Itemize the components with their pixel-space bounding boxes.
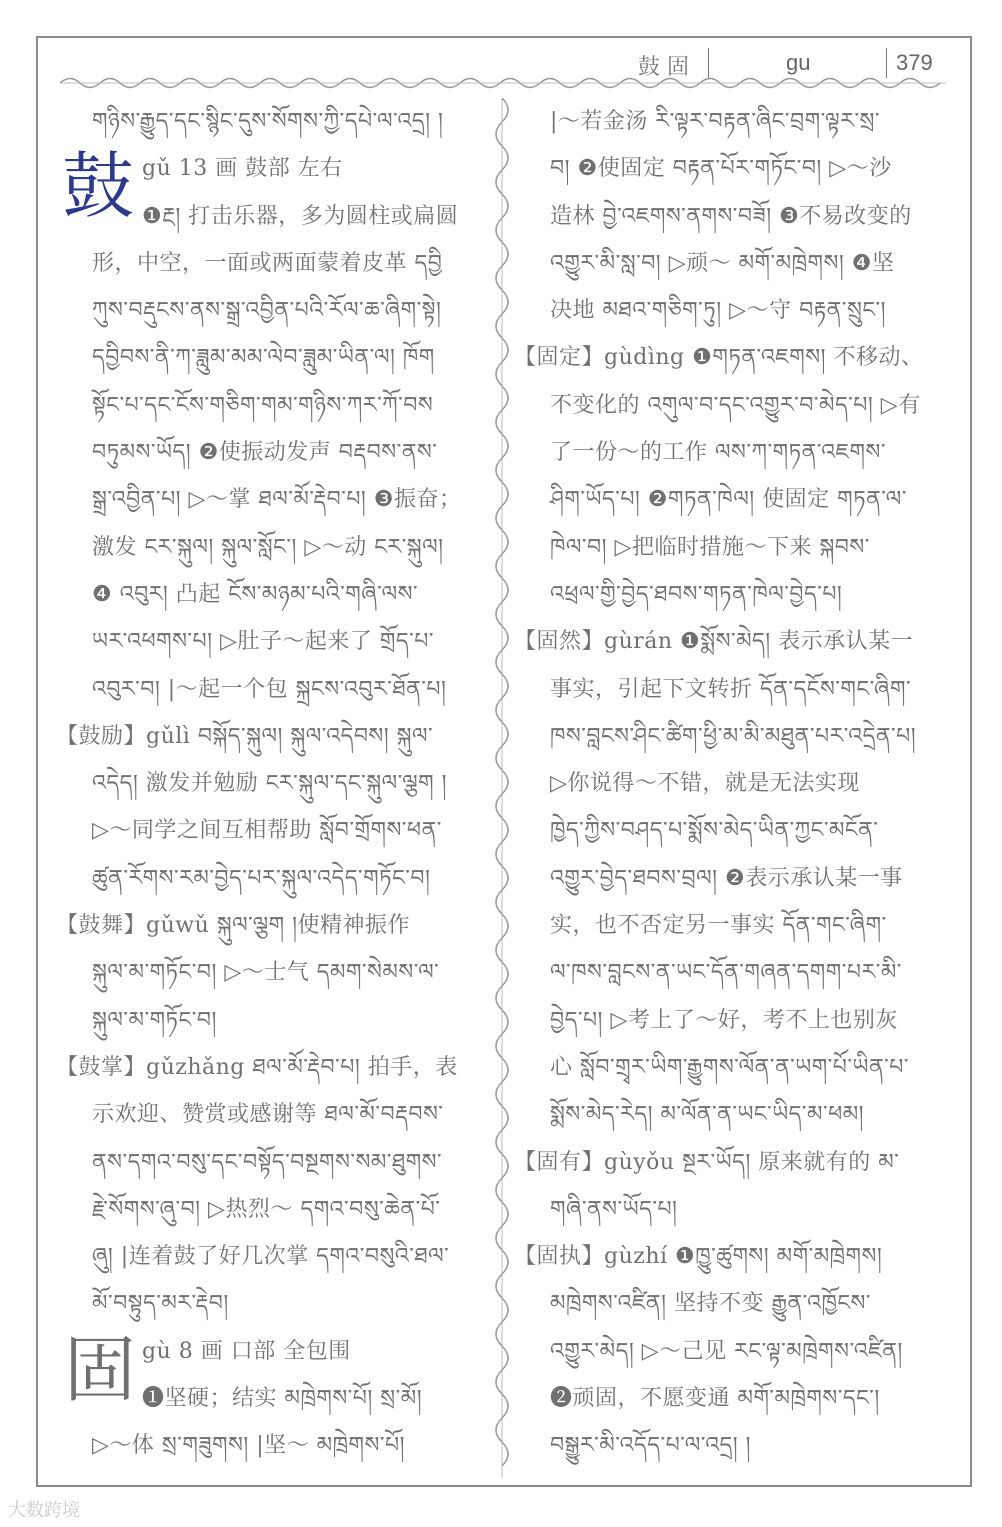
text-line: སྐུལ་མ་གཏོང་བ། — [92, 1007, 217, 1033]
text-line: 事实，引起下文转折 དོན་དངོས་གང་ཞིག་ — [550, 676, 912, 702]
text-line: སྒྲ་འབྱིན་པ། ▷～掌 ཐལ་མོ་རྡེབ་པ། ❸振奋； — [92, 487, 462, 513]
header-page-number: 379 — [896, 50, 933, 75]
text-line: 造林 བྱེ་འཇགས་ནགས་བཟོ། ❸不易改变的 — [550, 203, 912, 229]
text-line: ▷～体 སྲ་གཟུགས། |坚～ མཁྲེགས་པོ། — [92, 1433, 405, 1459]
text-line: གཞི་ནས་ཡོད་པ། — [550, 1196, 678, 1222]
entry-title: 【固有】gùyǒu སྔར་ཡོད། 原来就有的 མ་ — [514, 1149, 900, 1175]
text-line: ནས་དགའ་བསུ་དང་བསྟོད་བསྔགས་སམ་ཐུགས་ — [92, 1149, 443, 1175]
text-line: སྟོང་པ་དང་ངོས་གཅིག་གམ་གཉིས་ཀར་ཀོ་བས — [92, 392, 434, 418]
entry-title: 【固定】gùdìng ❶གཏན་འཇགས། 不移动、 — [514, 345, 924, 371]
text-line: 实，也不否定另一事实 དོན་གང་ཞིག་ — [550, 913, 887, 939]
text-line: འགྱུར་མེད། ▷～己见 རང་ལྟ་མཁྲེགས་འཛིན། — [550, 1338, 903, 1364]
text-line: ❷顽固，不愿变通 མགོ་མཁྲེགས་དང་། — [550, 1386, 880, 1412]
left-column — [56, 98, 486, 1470]
text-line: ཁས་བླངས་ཤིང་ཚིག་ཕྱི་མ་མི་མཐུན་པར་འདྲེན་པ། — [550, 723, 917, 749]
headword-gu3: 鼓 — [62, 144, 135, 228]
headword-info: gù 8 画 口部 全包围 — [142, 1338, 351, 1364]
text-line: ▷你说得～不错，就是无法实现 — [550, 771, 860, 797]
right-column — [514, 98, 944, 1470]
text-line: བ། ❷使固定 བརྟན་པོར་གཏོང་བ། ▷～沙 — [550, 156, 892, 182]
text-line: མོ་བསྟུད་མར་རྡེབ། — [92, 1291, 229, 1317]
text-line: 激发 ངར་སྐུལ། སྐུལ་སློང་། ▷～动 ངར་སྐུལ། — [92, 534, 444, 560]
text-line: 了一份～的工作 ལས་ཀ་གཏན་འཇགས་ — [550, 440, 886, 466]
text-line: འགྱུར་མི་སླ་བ། ▷顽～ མགོ་མཁྲེགས། ❹坚 — [550, 250, 895, 276]
column-divider-ornament — [488, 98, 516, 1478]
text-line: 形，中空，一面或两面蒙着皮革 དབྱི — [92, 250, 443, 276]
text-line: ❶རྔ། 打击乐器，多为圆柱或扁圆 — [142, 203, 459, 229]
text-line: བྱེད་པ། ▷考上了～好，考不上也别灰 — [550, 1007, 898, 1033]
header-pinyin: gu — [786, 50, 811, 75]
text-line: ཁྱེད་ཀྱིས་བཤད་པ་སྨོས་མེད་ཡིན་ཀྱང་མངོན་ — [550, 818, 879, 844]
watermark: 大数跨境 — [8, 1500, 80, 1521]
text-line: ཚུན་རོགས་རམ་བྱེད་པར་སྐུལ་འདེད་གཏོང་བ། — [92, 865, 431, 891]
text-line: འཕྲལ་གྱི་བྱེད་ཐབས་གཏན་ཁེལ་བྱེད་པ། — [550, 581, 843, 607]
text-line: ཡར་འཕགས་པ། ▷肚子～起来了 གྲོད་པ་ — [92, 629, 434, 655]
text-line: འདེད། 激发并勉励 ངར་སྐུལ་དང་སྐུལ་ལྕག ། — [92, 771, 448, 797]
text-line: བཏུམས་ཡོད། ❷使振动发声 བརྡབས་ནས་ — [92, 440, 438, 466]
header-ornament — [60, 74, 946, 92]
entry-title: 【鼓掌】gǔzhǎng ཐལ་མོ་རྡེབ་པ། 拍手，表 — [56, 1054, 458, 1080]
entry-title: 【鼓励】gǔlì བསྐོད་སྐུལ། སྐུལ་འདེབས། སྐུལ་ — [56, 723, 434, 749]
text-line: ❶坚硬；结实 མཁྲེགས་པོ། སྲ་མོ། — [142, 1386, 423, 1412]
text-line: སྨོས་མེད་རེད། མ་ལོན་ན་ཡང་ཡིད་མ་ཕམ། — [550, 1102, 865, 1128]
entry-title: 【固然】gùrán ❶སྨོས་མེད། 表示承认某一 — [514, 629, 914, 655]
text-line: བསྒྱུར་མི་འདོད་པ་ལ་འདྲ། ། — [550, 1433, 752, 1459]
text-line: ཤིག་ཡོད་པ། ❷གཏན་ཁེལ། 使固定 གཏན་ལ་ — [550, 487, 907, 513]
entry-title: 【固执】gùzhí ❶ཁྱུ་ཚུགས། མགོ་མཁྲེགས། — [514, 1244, 883, 1270]
text-line: ཞུ། |连着鼓了好几次掌 དགའ་བསུའི་ཐལ་ — [92, 1244, 450, 1270]
text-line: 心 སློབ་གྲྭར་ཡིག་རྒྱུགས་ལོན་ན་ཡག་པོ་ཡིན་པ་ — [550, 1054, 909, 1080]
text-line: སྐུལ་མ་གཏོང་བ། ▷～士气 དམག་སེམས་ལ་ — [92, 960, 440, 986]
text-line: འབུར་བ། |～起一个包 སྐྲངས་འབུར་ཐོན་པ། — [92, 676, 447, 702]
headword-gu4: 固 — [64, 1328, 137, 1412]
text-line: འགྱུར་བྱེད་ཐབས་བྲལ། ❷表示承认某一事 — [550, 865, 903, 891]
headword-info: gǔ 13 画 鼓部 左右 — [142, 156, 343, 182]
text-line: ❹ འབུར། 凸起 ངོས་མཉམ་པའི་གཞི་ལས་ — [92, 581, 419, 607]
text-line: ལ་ཁས་བླངས་ན་ཡང་དོན་གཞན་དགག་པར་མི་ — [550, 960, 902, 986]
entry-title: 【鼓舞】gǔwǔ སྐུལ་ལྕག །使精神振作 — [56, 913, 410, 939]
text-line: མཁྲེགས་འཛིན། 坚持不变 རྒྱུན་འཁྱོངས་ — [550, 1291, 872, 1317]
text-line: 不变化的 འགུལ་བ་དང་འགྱུར་བ་མེད་པ། ▷有 — [550, 392, 921, 418]
text-line: ཀུས་བརྡུངས་ནས་སྒྲ་འབྱིན་པའི་རོལ་ཆ་ཞིག་སྟེ། — [92, 298, 442, 324]
text-line: ▷～同学之间互相帮助 སློབ་གྲོགས་ཕན་ — [92, 818, 442, 844]
header-chars: 鼓 固 — [638, 55, 689, 80]
text-line: དབྱིབས་ནི་ཀ་ཟླུམ་མམ་ལེབ་ཟླུམ་ཡིན་ལ། ཁོག — [92, 345, 435, 371]
text-line: 示欢迎、赞赏或感谢等 ཐལ་མོ་བརྡབས་ — [92, 1102, 444, 1128]
text-line: ཁེལ་བ། ▷把临时措施～下来 སྐབས་ — [550, 534, 870, 560]
text-line: |～若金汤 རི་ལྟར་བརྟན་ཞིང་བྲག་ལྟར་སྲ་ — [550, 109, 880, 134]
text-line: 决地 མཐའ་གཅིག་ཏུ། ▷～守 བརྟན་སྲུང་། — [550, 298, 887, 324]
text-line: རྗེ་སོགས་ཞུ་བ། ▷热烈～ དགའ་བསུ་ཆེན་པོ་ — [92, 1196, 441, 1222]
text-line: གཉིས་རྒྱུད་དང་སྙིང་དུས་སོགས་ཀྱི་དཔེ་ལ་འདྲ། ། — [92, 109, 444, 134]
